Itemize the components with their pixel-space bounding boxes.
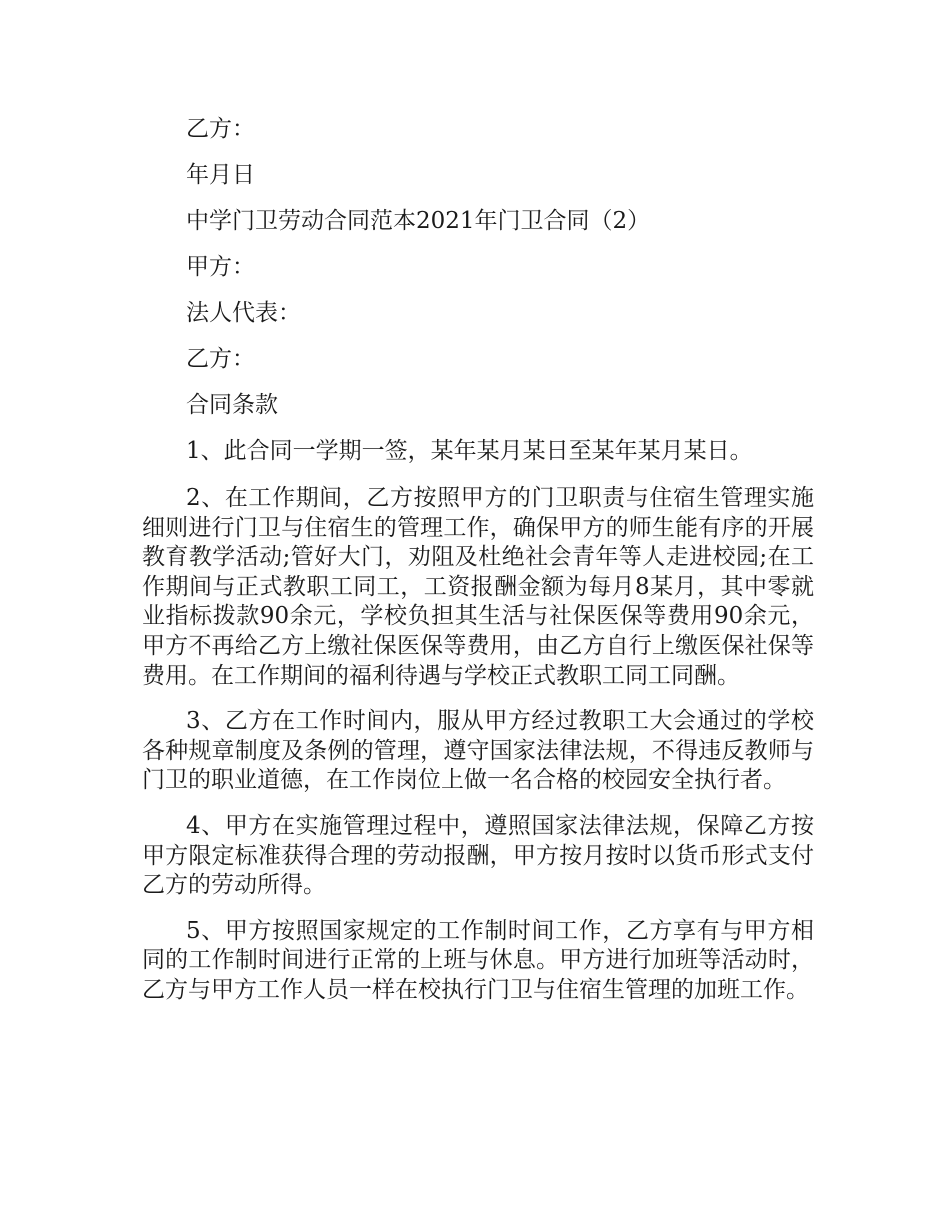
legal-representative-label: 法人代表：	[186, 300, 301, 326]
party-b-label-2: 乙方：	[186, 346, 255, 372]
terms-heading: 合同条款	[186, 392, 278, 418]
party-b-label: 乙方：	[186, 116, 255, 142]
date-line: 年月日	[186, 162, 255, 188]
clause-2: 2、在工作期间，乙方按照甲方的门卫职责与住宿生管理实施细则进行门卫与住宿生的管理工作，确保甲方的师生能有序的开展教育教学活动;管好大门，劝阻及杜绝社会青年等人走进校园;在工作期间与正式教职工同工，工资报酬金额为每月8某月，其中零就业指标拨款90余元，学校负担其生活与社保医保等费用90余元，甲方不再给乙方上缴社保医保等费用，由乙方自行上缴医保社保等费用。在工作期间的福利待遇与学校正式教职工同工同酬。	[142, 485, 814, 689]
clause-4: 4、甲方在实施管理过程中，遵照国家法律法规，保障乙方按甲方限定标准获得合理的劳动报酬，甲方按月按时以货币形式支付乙方的劳动所得。	[142, 812, 814, 899]
party-a-label: 甲方：	[186, 254, 255, 280]
contract-title: 中学门卫劳动合同范本2021年门卫合同（2）	[186, 208, 651, 234]
clause-3: 3、乙方在工作时间内，服从甲方经过教职工大会通过的学校各种规章制度及条例的管理，遵守国家法律法规，不得违反教师与门卫的职业道德，在工作岗位上做一名合格的校园安全执行者。	[142, 708, 814, 794]
clause-5: 5、甲方按照国家规定的工作制时间工作，乙方享有与甲方相同的工作制时间进行正常的上班与休息。甲方进行加班等活动时，乙方与甲方工作人员一样在校执行门卫与住宿生管理的加班工作。	[142, 917, 814, 1003]
clause-1: 1、此合同一学期一签，某年某月某日至某年某月某日。	[186, 438, 753, 464]
document-body	[142, 110, 814, 1006]
